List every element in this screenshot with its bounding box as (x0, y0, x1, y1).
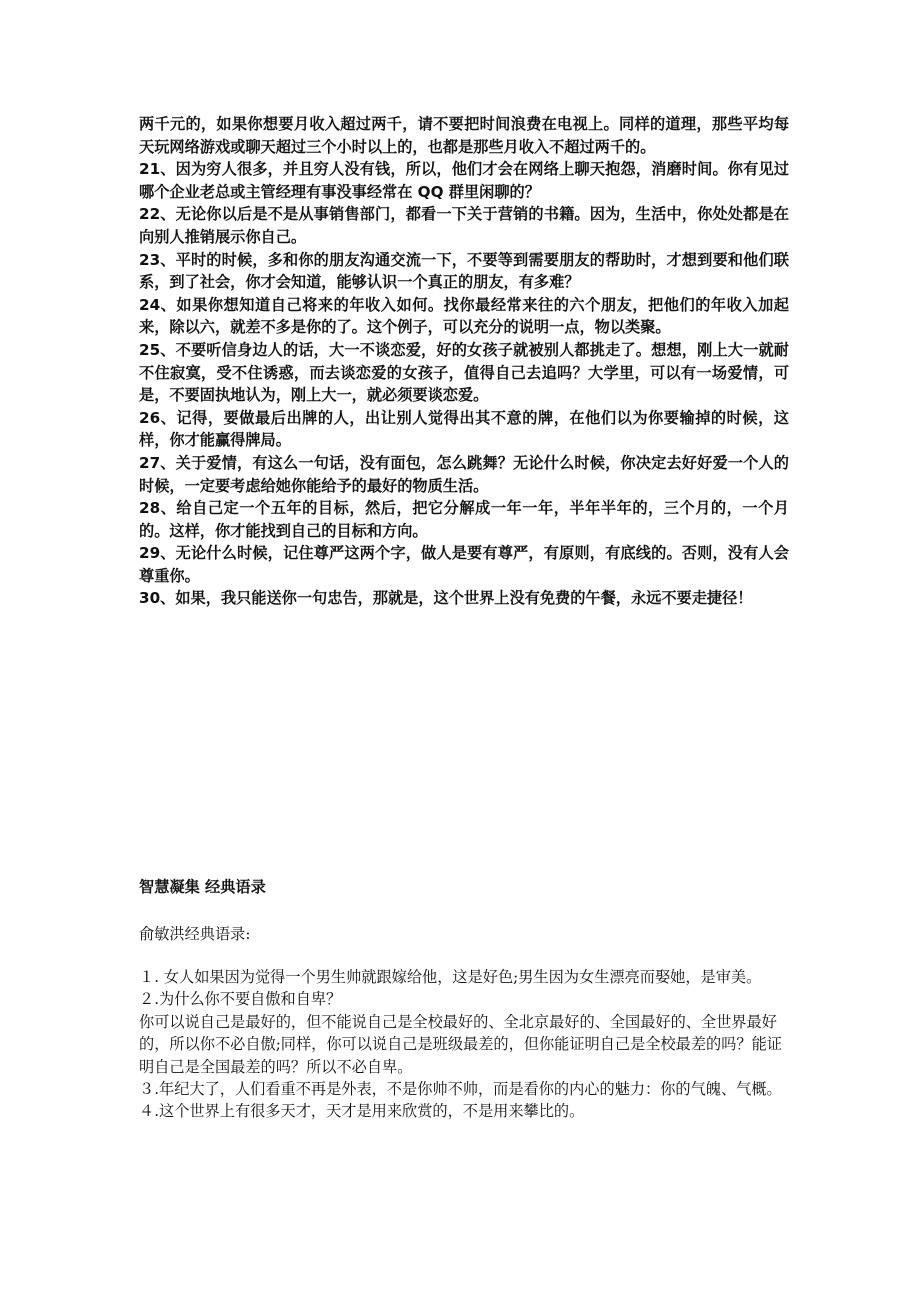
tip-paragraph-26: 26、记得，要做最后出牌的人，出让别人觉得出其不意的牌，在他们以为你要输掉的时候，这样，你才能赢得牌局。 (139, 408, 789, 450)
tip-paragraph-25: 25、不要听信身边人的话，大一不谈恋爱，好的女孩子就被别人都挑走了。想想，刚上大一就耐不住寂寞，受不住诱惑，而去谈恋爱的女孩子，值得自己去追吗？大学里，可以有一场爱情，可是，不要固执地认为，刚上大一，就必须要谈恋爱。 (139, 340, 789, 405)
quote-paragraph-3: ３.年纪大了，人们看重不再是外表，不是你帅不帅，而是看你的内心的魅力：你的气魄、气概。 (139, 1080, 782, 1099)
tip-paragraph-21: 21、因为穷人很多，并且穷人没有钱，所以，他们才会在网络上聊天抱怨，消磨时间。你有见过哪个企业老总或主管经理有事没事经常在 QQ 群里闲聊的？ (139, 160, 789, 201)
tip-paragraph-22: 22、无论你以后是不是从事销售部门，都看一下关于营销的书籍。因为，生活中，你处处都是在向别人推销展示你自己。 (139, 205, 789, 246)
tip-paragraph-30: 30、如果，我只能送你一句忠告，那就是，这个世界上没有免费的午餐，永远不要走捷径！ (139, 589, 753, 608)
tip-paragraph-24: 24、如果你想知道自己将来的年收入如何。找你最经常来往的六个朋友，把他们的年收入加起来，除以六，就差不多是你的了。这个例子，可以充分的说明一点，物以类聚。 (139, 295, 789, 337)
quote-paragraph-4: ４.这个世界上有很多天才，天才是用来欣赏的，不是用来攀比的。 (139, 1102, 585, 1121)
section-heading: 智慧凝集 经典语录 (139, 878, 266, 896)
tip-paragraph-continuation: 两千元的，如果你想要月收入超过两千，请不要把时间浪费在电视上。同样的道理，那些平均每天玩网络游戏或聊天超过三个小时以上的，也都是那些月收入不超过两千的。 (139, 115, 789, 156)
quote-paragraph-1: １. 女人如果因为觉得一个男生帅就跟嫁给他，这是好色;男生因为女生漂亮而娶她，是审美。 (139, 968, 762, 986)
tip-paragraph-28: 28、给自己定一个五年的目标，然后，把它分解成一年一年，半年半年的，三个月的，一个月的。这样，你才能找到自己的目标和方向。 (139, 499, 789, 540)
tip-paragraph-29: 29、无论什么时候，记住尊严这两个字，做人是要有尊严，有原则，有底线的。否则，没有人会尊重你。 (139, 544, 789, 585)
quote-paragraph-2-body: 你可以说自己是最好的，但不能说自己是全校最好的、全北京最好的、全国最好的、全世界最好的，所以你不必自傲;同样，你可以说自己是班级最差的，但你能证明自己是全校最差的吗？能证明自己是全国最差的吗？所以不必自卑。 (139, 1012, 782, 1076)
quote-paragraph-2-question: ２.为什么你不要自傲和自卑？ (139, 990, 342, 1009)
tip-paragraph-23: 23、平时的时候，多和你的朋友沟通交流一下，不要等到需要朋友的帮助时，才想到要和他们联系，到了社会，你才会知道，能够认识一个真正的朋友，有多难？ (139, 250, 789, 292)
tip-paragraph-27: 27、关于爱情，有这么一句话，没有面包，怎么跳舞？无论什么时候，你决定去好好爱一个人的时候，一定要考虑给她你能给予的最好的物质生活。 (139, 453, 789, 495)
quotes-list (139, 966, 789, 1123)
tips-list (139, 113, 789, 610)
quotes-subheading: 俞敏洪经典语录: (139, 925, 251, 943)
